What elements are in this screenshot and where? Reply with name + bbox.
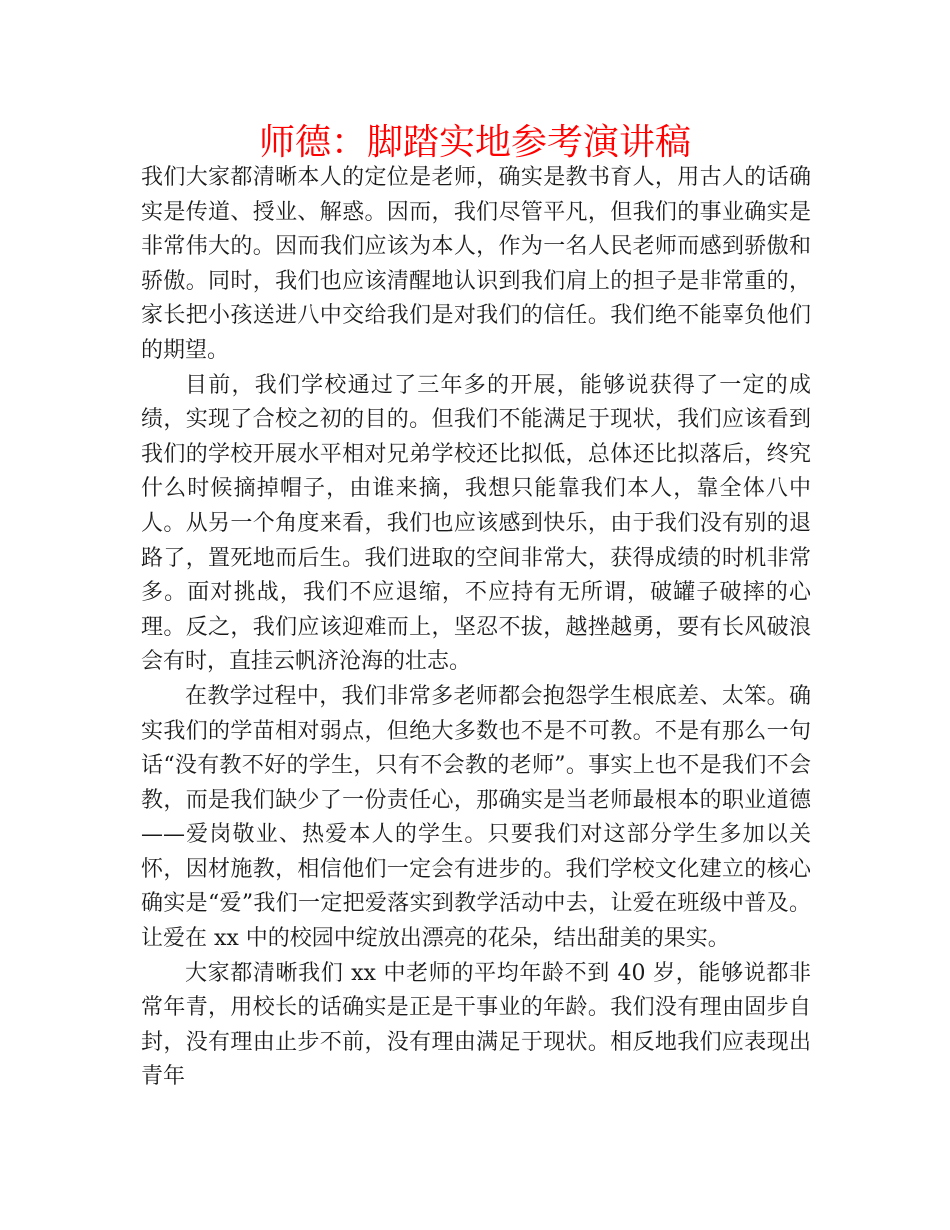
paragraph-3: 在教学过程中，我们非常多老师都会抱怨学生根底差、太笨。确实我们的学苗相对弱点，但绝大多数也不是不可教。不是有那么一句话“没有教不好的学生，只有不会教的老师”。事实上也不是我们不会教，而是我们缺少了一份责任心，那确实是当老师最根本的职业道德——爱岗敬业、热爱本人的学生。只要我们对这部分学生多加以关怀，因材施教，相信他们一定会有进步的。我们学校文化建立的核心确实是“爱”我们一定把爱落实到教学活动中去，让爱在班级中普及。让爱在 xx 中的校园中绽放出漂亮的花朵，结出甜美的果实。 [141, 683, 811, 952]
paragraph-1: 我们大家都清晰本人的定位是老师，确实是教书育人，用古人的话确实是传道、授业、解惑。因而，我们尽管平凡，但我们的事业确实是非常伟大的。因而我们应该为本人，作为一名人民老师而感到骄傲和骄傲。同时，我们也应该清醒地认识到我们肩上的担子是非常重的，家长把小孩送进八中交给我们是对我们的信任。我们绝不能辜负他们的期望。 [141, 165, 811, 363]
document-body [141, 161, 811, 1095]
paragraph-4: 大家都清晰我们 xx 中老师的平均年龄不到 40 岁，能够说都非常年青，用校长的话确实是正是干事业的年龄。我们没有理由固步自封，没有理由止步不前，没有理由满足于现状。相反地我们应表现出青年 [141, 960, 811, 1090]
document-title: 师德：脚踏实地参考演讲稿 [258, 122, 691, 163]
paragraph-2: 目前，我们学校通过了三年多的开展，能够说获得了一定的成绩，实现了合校之初的目的。但我们不能满足于现状，我们应该看到我们的学校开展水平相对兄弟学校还比拟低，总体还比拟落后，终究什么时候摘掉帽子，由谁来摘，我想只能靠我们本人，靠全体八中人。从另一个角度来看，我们也应该感到快乐，由于我们没有别的退路了，置死地而后生。我们进取的空间非常大，获得成绩的时机非常多。面对挑战，我们不应退缩，不应持有无所谓，破罐子破摔的心理。反之，我们应该迎难而上，坚忍不拔，越挫越勇，要有长风破浪会有时，直挂云帆济沧海的壮志。 [141, 372, 811, 675]
